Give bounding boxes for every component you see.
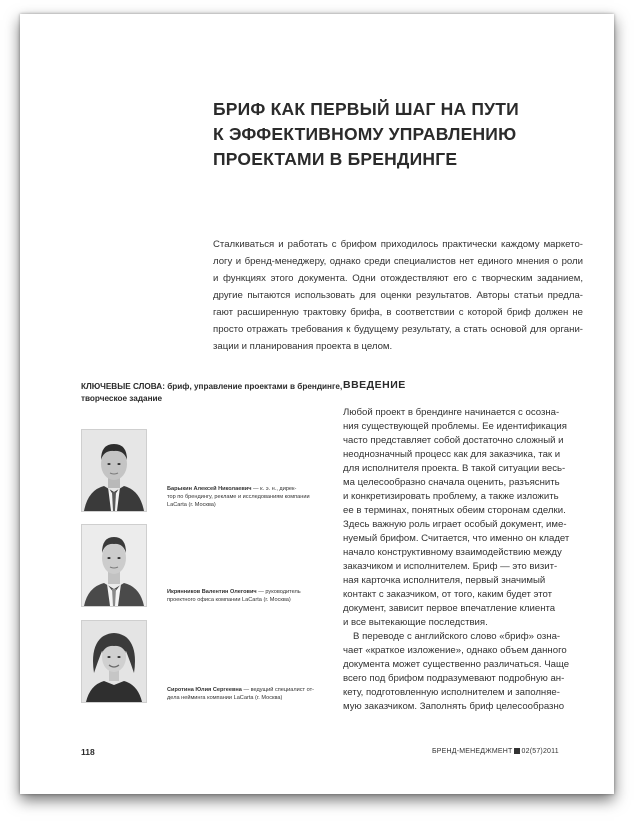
author-photo — [81, 429, 147, 512]
title-line: БРИФ КАК ПЕРВЫЙ ШАГ НА ПУТИ — [213, 99, 519, 119]
author-role: проектного офиса компании LaCarta (г. Москва) — [167, 597, 291, 603]
body-line: заказчиком и исполнителем. Бриф — это визит- — [343, 561, 558, 572]
journal-name: БРЕНД-МЕНЕДЖМЕНТ — [432, 748, 513, 755]
author-photo-image — [82, 621, 146, 702]
author-caption — [167, 588, 332, 604]
body-line: документа может существенно различаться. Чаще — [343, 659, 570, 670]
author-role: тор по брендингу, рекламе и исследованиям компании — [167, 494, 310, 500]
body-line: ее в терминах, понятных обеим сторонам сделки. — [343, 505, 566, 516]
body-line: документ, зависит первое впечатление клиента — [343, 603, 556, 614]
author-role: — к. э. н., дирек- — [251, 486, 297, 492]
lead-line: просто отражать требования к будущему результату, а стать основой для органи- — [213, 324, 583, 335]
body-line: кету, подготовленную исполнителем и заполняе- — [343, 687, 560, 698]
lead-line: Сталкиваться и работать с брифом приходилось практически каждому маркето- — [213, 239, 583, 250]
issue-number: 02(57)2011 — [521, 748, 559, 755]
title-line: ПРОЕКТАМИ В БРЕНДИНГЕ — [213, 149, 458, 169]
lead-line: гают расширенную трактовку брифа, в соответствии с которой бриф должен не — [213, 307, 583, 318]
body-line: ма целесообразно сначала оценить, разъяснить — [343, 477, 560, 488]
author-photo — [81, 620, 147, 703]
body-line: для исполнителя проекта. В такой ситуации весь- — [343, 463, 566, 474]
title-line: К ЭФФЕКТИВНОМУ УПРАВЛЕНИЮ — [213, 124, 517, 144]
running-footer — [432, 748, 559, 755]
body-line: часто представляет собой достаточно сложный и — [343, 435, 564, 446]
body-line: нуемый брифом. Считается, что именно он кладет — [343, 533, 570, 544]
article-title — [213, 97, 543, 172]
body-line: всего под брифом подразумевают подробную ан- — [343, 673, 565, 684]
author-role: — руководитель — [256, 589, 301, 595]
body-line: Здесь важную роль играет особый документ, име- — [343, 519, 567, 530]
author-name: Барыкин Алексей Николаевич — [167, 486, 252, 492]
author-role: — ведущий специалист от- — [241, 687, 315, 693]
body-line: Любой проект в брендинге начинается с осозна- — [343, 407, 560, 418]
author-role: дела нейминга компании LaCarta (г. Москва) — [167, 695, 283, 701]
lead-line: зации и планирования проекта в целом. — [213, 341, 393, 352]
body-line: чает «краткое изложение», однако объем данного — [343, 645, 567, 656]
author-caption — [167, 686, 332, 702]
author-photo — [81, 524, 147, 607]
body-line: и конкретизировать проблему, а также изложить — [343, 491, 559, 502]
keywords — [81, 381, 343, 404]
lead-paragraph — [213, 236, 583, 355]
body-text — [343, 406, 585, 714]
body-line: ная карточка исполнителя, первый значимый — [343, 575, 546, 586]
lead-line: и функциях этого документа. Одни отождествляют его с творческим заданием, — [213, 273, 583, 284]
author-name: Икрянников Валентин Олегович — [167, 589, 257, 595]
body-line: и все вытекающие последствия. — [343, 617, 488, 628]
body-line: ния существующей проблемы. Ее идентификация — [343, 421, 567, 432]
lead-line: логу и бренд-менеджеру, однако среди специалистов нет единого мнения о роли — [213, 256, 583, 267]
section-heading: ВВЕДЕНИЕ — [343, 379, 406, 391]
square-bullet-icon — [514, 748, 520, 754]
keywords-line: КЛЮЧЕВЫЕ СЛОВА: бриф, управление проектами в брендинге, — [81, 382, 343, 391]
body-line: В переводе с английского слово «бриф» озна- — [353, 631, 561, 642]
lead-line: другие пытаются использовать для оценки результатов. Авторы статьи предла- — [213, 290, 583, 301]
body-line: мую заказчиком. Заполнять бриф целесообразно — [343, 701, 565, 712]
author-photo-image — [82, 430, 146, 511]
author-name: Сиротина Юлия Сергеевна — [167, 687, 242, 693]
body-line: неоднозначный процесс как для заказчика, так и — [343, 449, 561, 460]
keywords-line: творческое задание — [81, 393, 163, 403]
body-line: контакт с заказчиком, от того, каким будет этот — [343, 589, 553, 600]
page-number: 118 — [81, 747, 95, 757]
author-photo-image — [82, 525, 146, 606]
body-line: начало конструктивному взаимодействию между — [343, 547, 562, 558]
author-role: LaCarta (г. Москва) — [167, 502, 216, 508]
author-caption — [167, 485, 332, 509]
